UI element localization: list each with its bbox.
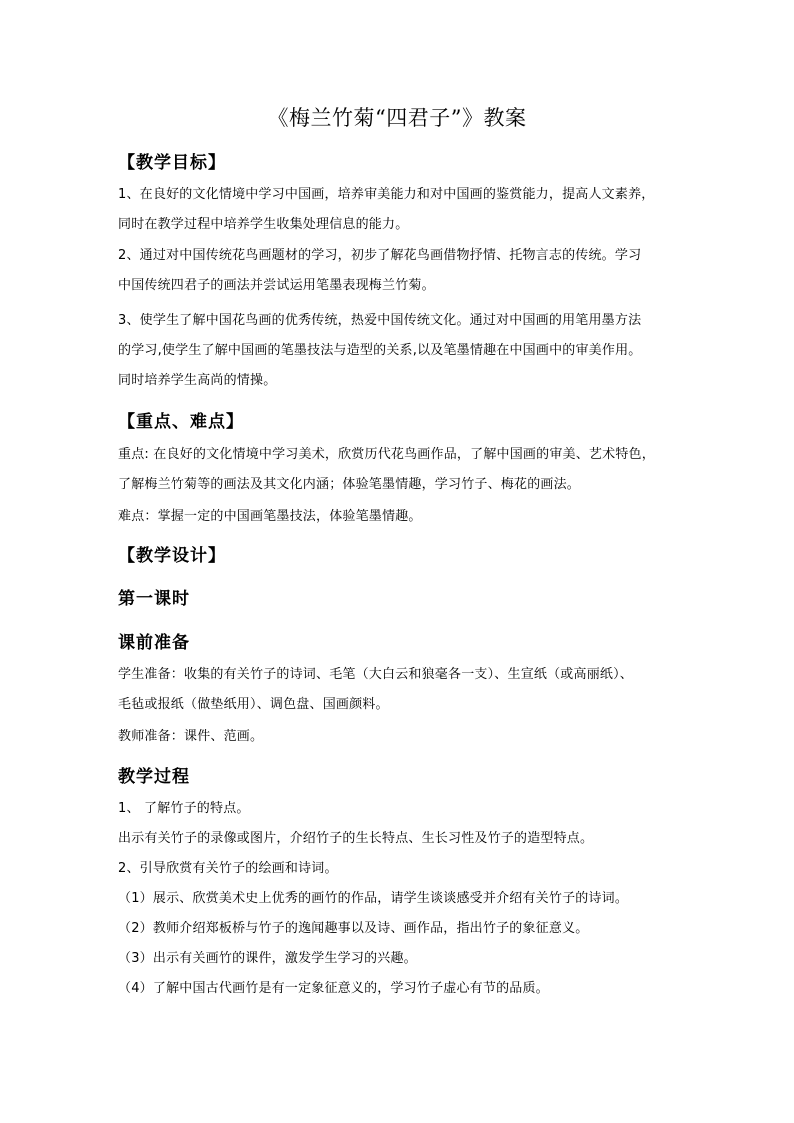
objective-item-2 xyxy=(118,241,680,301)
text-line: 1、在良好的文化情境中学习中国画，培养审美能力和对中国画的鉴赏能力，提高人文素养， xyxy=(118,187,655,202)
text-line: 了解梅兰竹菊等的画法及其文化内涵；体验笔墨情趣，学习竹子、梅花的画法。 xyxy=(118,477,581,492)
difficulty-paragraph xyxy=(118,502,680,532)
text-line: 中国传统四君子的画法并尝试运用笔墨表现梅兰竹菊。 xyxy=(118,278,435,293)
process-item: 出示有关竹子的录像或图片，介绍竹子的生长特点、生长习性及竹子的造型特点。 xyxy=(118,831,594,846)
text-line: 难点：掌握一定的中国画笔墨技法，体验笔墨情趣。 xyxy=(118,509,422,524)
student-prep-paragraph xyxy=(118,660,680,720)
text-line: 2、通过对中国传统花鸟画题材的学习，初步了解花鸟画借物抒情、托物言志的传统。学习 xyxy=(118,248,642,263)
text-line: 学生准备：收集的有关竹子的诗词、毛笔（大白云和狼毫各一支）、生宣纸（或高丽纸）、 xyxy=(118,667,634,682)
teacher-prep-paragraph xyxy=(118,722,680,752)
process-item: （2）教师介绍郑板桥与竹子的逸闻趣事以及诗、画作品，指出竹子的象征意义。 xyxy=(118,921,589,936)
process-item: （3）出示有关画竹的课件，激发学生学习的兴趣。 xyxy=(118,951,417,966)
process-item: （4）了解中国古代画竹是有一定象征意义的，学习竹子虚心有节的品质。 xyxy=(118,981,549,996)
text-line: 的学习,使学生了解中国画的笔墨技法与造型的关系,以及笔墨情趣在中国画中的审美作用。 xyxy=(118,343,642,358)
focus-paragraph xyxy=(118,440,680,500)
text-line: 3、使学生了解中国花鸟画的优秀传统，热爱中国传统文化。通过对中国画的用笔用墨方法 xyxy=(118,313,642,328)
objective-item-3 xyxy=(118,306,680,396)
process-item: 2、引导欣赏有关竹子的绘画和诗词。 xyxy=(118,861,338,876)
text-line: 同时在教学过程中培养学生收集处理信息的能力。 xyxy=(118,217,409,232)
process-item: 1、 了解竹子的特点。 xyxy=(118,801,250,816)
heading-prep: 课前准备 xyxy=(118,633,190,653)
objective-item-1 xyxy=(118,180,680,240)
process-item: （1）展示、欣赏美术史上优秀的画竹的作品，请学生谈谈感受并介绍有关竹子的诗词。 xyxy=(118,891,629,906)
heading-objectives: 【教学目标】 xyxy=(118,153,226,173)
document-title: 《梅兰竹菊“四君子”》教案 xyxy=(267,106,527,130)
text-line: 同时培养学生高尚的情操。 xyxy=(118,373,277,388)
text-line: 毛毡或报纸（做垫纸用）、调色盘、国画颜料。 xyxy=(118,697,389,712)
heading-lesson: 第一课时 xyxy=(118,589,190,609)
text-line: 重点: 在良好的文化情境中学习美术，欣赏历代花鸟画作品，了解中国画的审美、艺术特色， xyxy=(118,447,655,462)
heading-design: 【教学设计】 xyxy=(118,546,226,566)
process-list xyxy=(118,794,680,1004)
heading-process: 教学过程 xyxy=(118,767,190,787)
heading-key-points: 【重点、难点】 xyxy=(118,412,244,432)
text-line: 教师准备：课件、范画。 xyxy=(118,729,264,744)
